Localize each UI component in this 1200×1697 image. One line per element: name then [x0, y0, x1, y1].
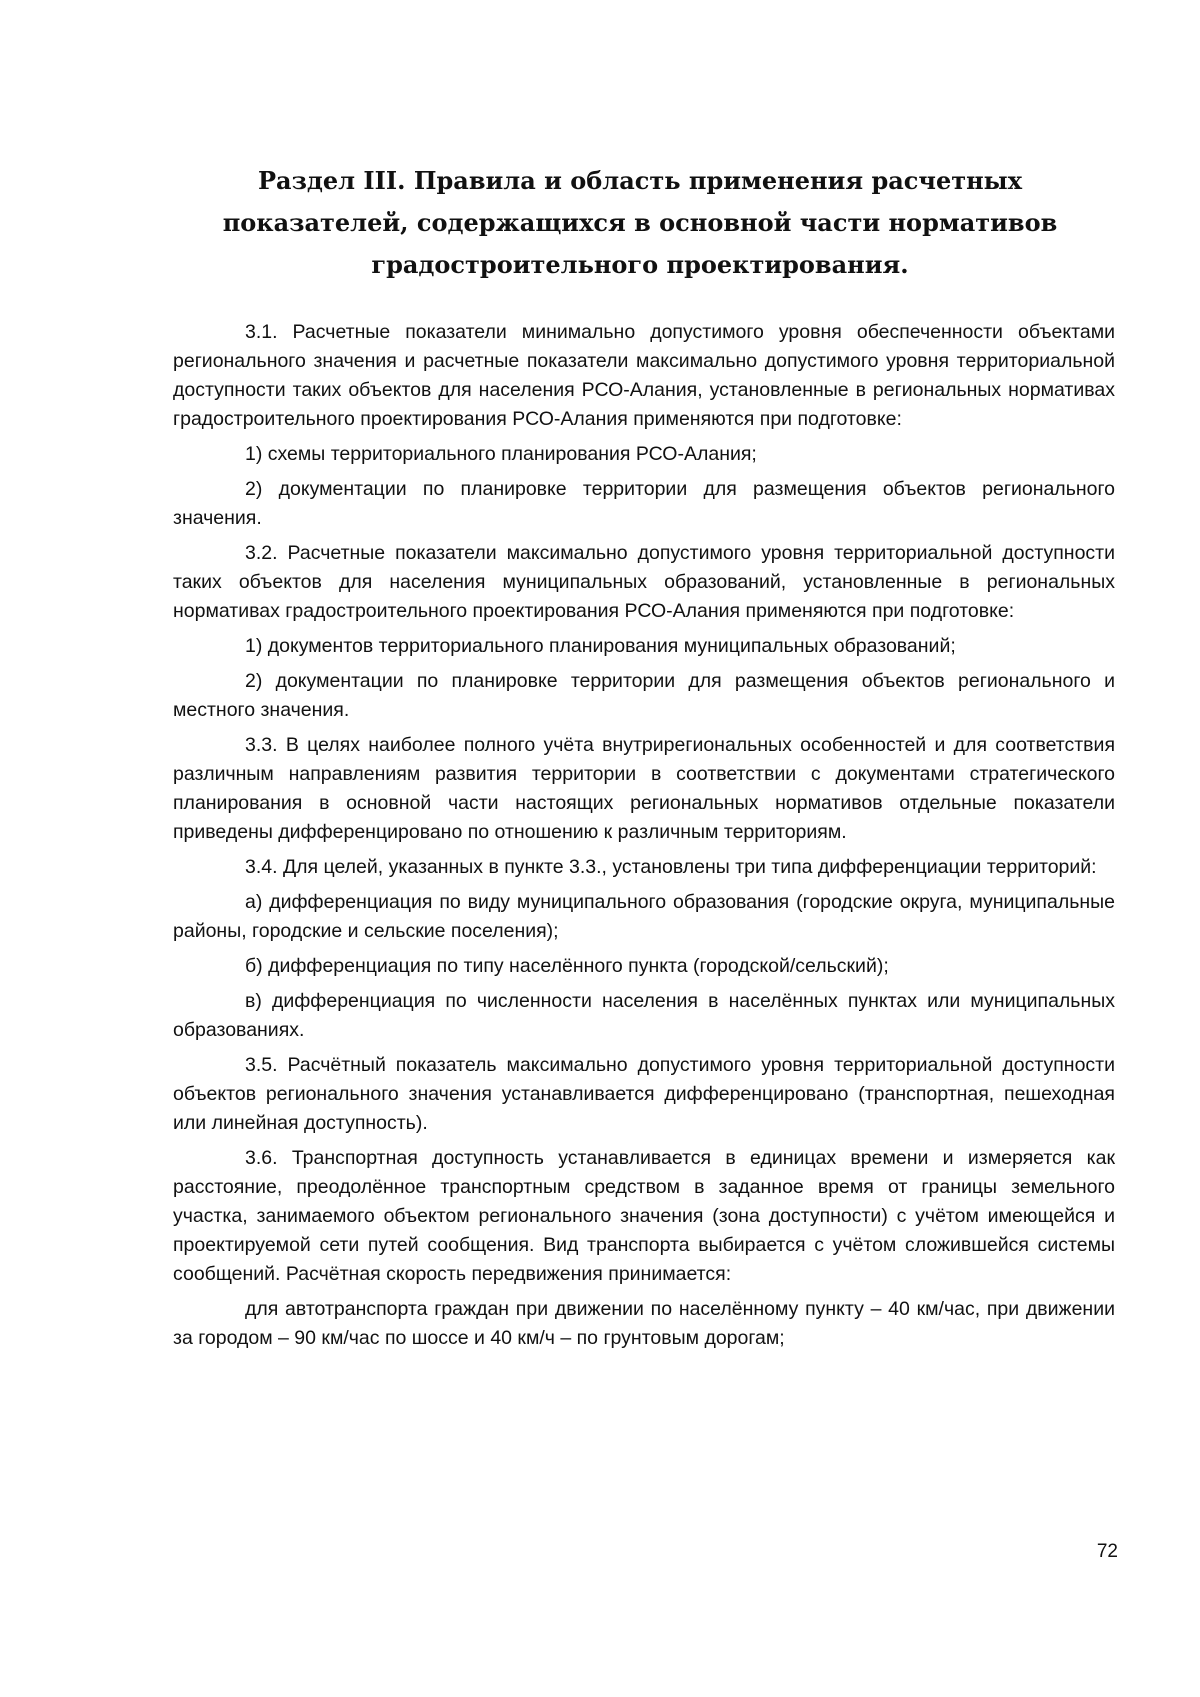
paragraph-3-5: 3.5. Расчётный показатель максимально допустимого уровня территориальной доступности объектов регионального значения устанавливается дифференцировано (транспортная, пешеходная или линейная доступность).: [173, 1054, 1115, 1134]
paragraph-3-3: 3.3. В целях наиболее полного учёта внутрирегиональных особенностей и для соответствия различным направлениям развития территории в соответствии с документами стратегического планирования в основной части настоящих региональных нормативов отдельные показатели приведены дифференцировано по отношению к различным территориям.: [173, 734, 1115, 843]
section-title: Раздел III. Правила и область применения расчетных показателей, содержащихся в основной части нормативов градостроительного проектирования.: [222, 166, 1058, 279]
list-item-3-1-1: 1) схемы территориального планирования РСО-Алания;: [245, 443, 757, 465]
page-number: 72: [1096, 1541, 1118, 1562]
paragraph-3-1: 3.1. Расчетные показатели минимально допустимого уровня обеспеченности объектами регионального значения и расчетные показатели максимально допустимого уровня территориальной доступности таких объектов для населения РСО-Алания, установленные в региональных нормативах градостроительного проектирования РСО-Алания применяются при подготовке:: [173, 321, 1115, 430]
list-item-3-2-1: 1) документов территориального планирования муниципальных образований;: [245, 635, 956, 657]
paragraph-3-4: 3.4. Для целей, указанных в пункте 3.3., установлены три типа дифференциации территорий:: [245, 856, 1097, 878]
list-item-3-4-b: б) дифференциация по типу населённого пункта (городской/сельский);: [245, 955, 889, 977]
document-body: [173, 318, 1115, 1359]
paragraph-3-6: 3.6. Транспортная доступность устанавливается в единицах времени и измеряется как расстояние, преодолённое транспортным средством в заданное время от границы земельного участка, занимаемого объектом регионального значения (зона доступности) с учётом имеющейся и проектируемой сети путей сообщения. Вид транспорта выбирается с учётом сложившейся системы сообщений. Расчётная скорость передвижения принимается:: [173, 1147, 1115, 1285]
paragraph-3-2: 3.2. Расчетные показатели максимально допустимого уровня территориальной доступности таких объектов для населения муниципальных образований, установленные в региональных нормативах градостроительного проектирования РСО-Алания применяются при подготовке:: [173, 542, 1115, 622]
list-item-3-4-a: а) дифференциация по виду муниципального образования (городские округа, муниципальные районы, городские и сельские поселения);: [173, 891, 1115, 942]
list-item-3-4-v: в) дифференциация по численности населения в населённых пунктах или муниципальных образованиях.: [173, 990, 1115, 1041]
paragraph-speed-auto: для автотранспорта граждан при движении по населённому пункту – 40 км/час, при движении за городом – 90 км/час по шоссе и 40 км/ч – по грунтовым дорогам;: [173, 1298, 1115, 1349]
list-item-3-2-2: 2) документации по планировке территории для размещения объектов регионального и местного значения.: [173, 670, 1115, 721]
list-item-3-1-2: 2) документации по планировке территории для размещения объектов регионального значения.: [173, 478, 1115, 529]
